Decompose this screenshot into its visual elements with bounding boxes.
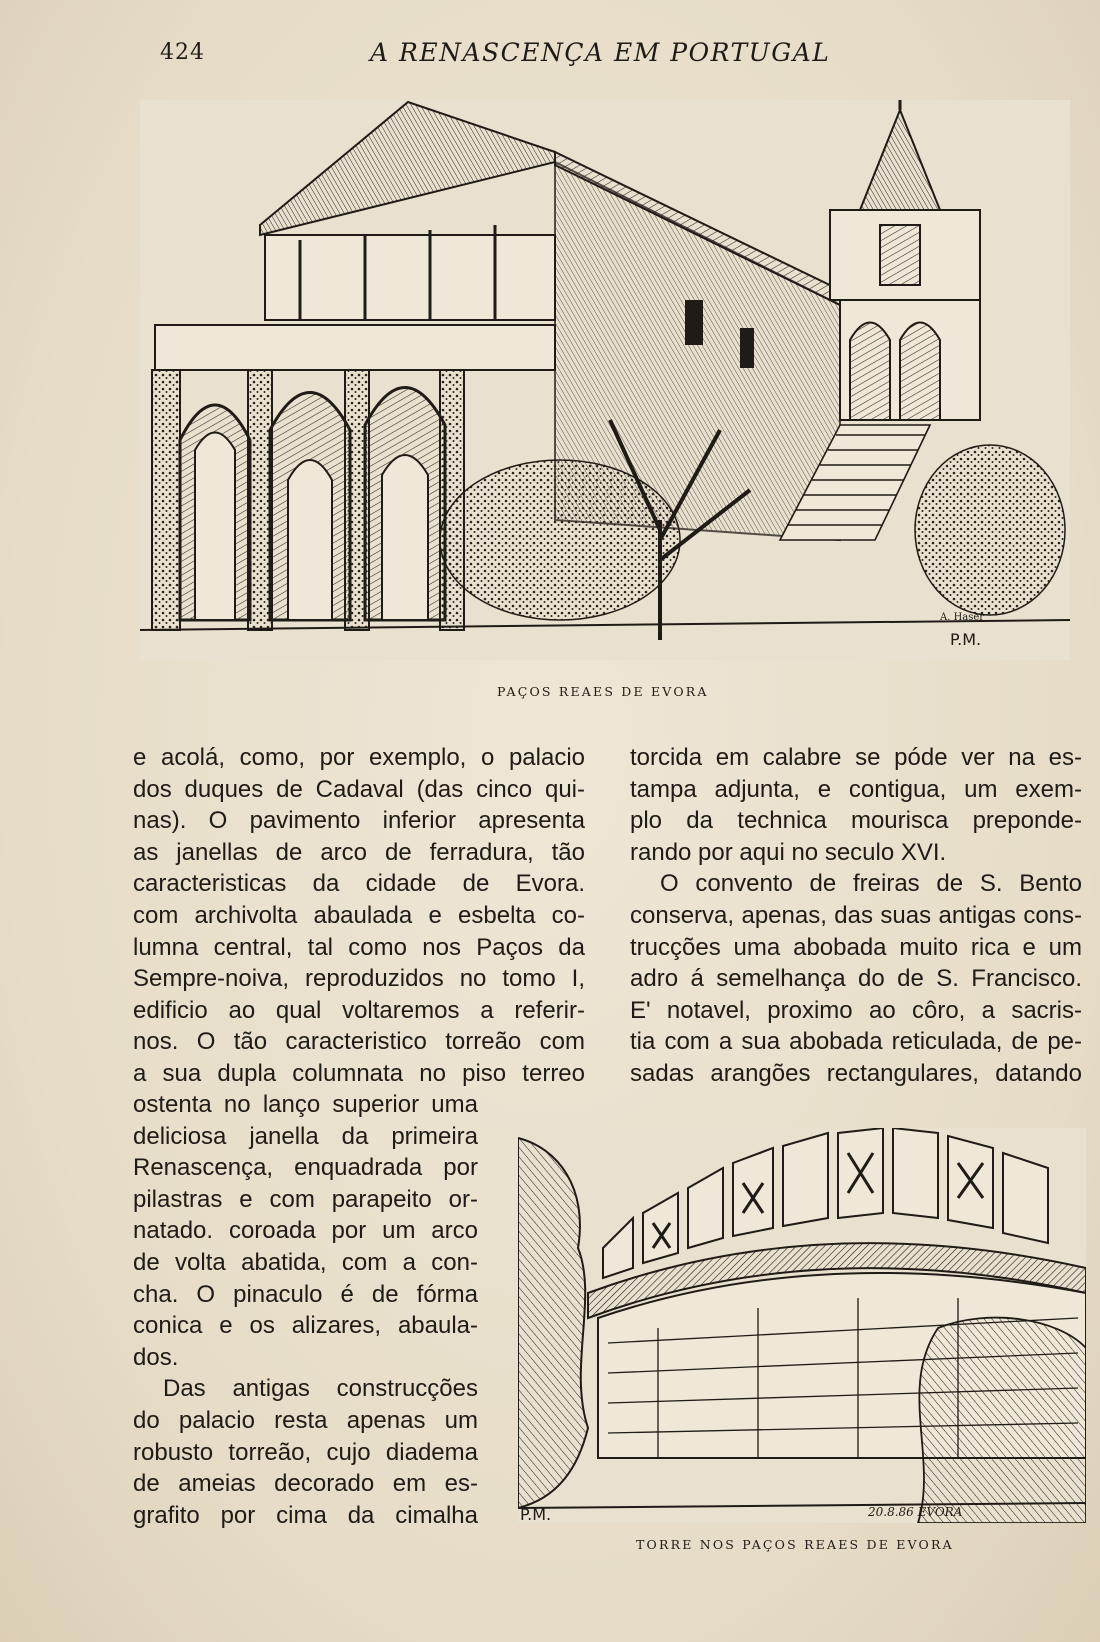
tower-illustration	[518, 1128, 1086, 1523]
text-line: cha. O pinaculo é de fórma	[133, 1280, 478, 1308]
text-line: adro á semelhança do de S. Francisco.	[630, 965, 1082, 993]
text-line: caracteristicas da cidade de Evora.	[133, 870, 585, 898]
text-line: lumna central, tal como nos Paços da	[133, 933, 585, 961]
running-title: A RENASCENÇA EM PORTUGAL	[370, 38, 831, 67]
palace-illustration	[140, 100, 1070, 660]
text-line: E' notavel, proximo ao côro, a sacris-	[630, 996, 1082, 1024]
text-line: de ameias decorado em es-	[133, 1470, 478, 1498]
text-line: e acolá, como, por exemplo, o palacio	[133, 744, 585, 771]
text-line: Das antigas construcções	[163, 1375, 478, 1403]
text-line: grafito por cima da cimalha	[133, 1501, 478, 1529]
text-line: tia com a sua abobada reticulada, de pe-	[630, 1028, 1082, 1056]
text-line: do palacio resta apenas um	[133, 1406, 478, 1434]
text-line: Sempre-noiva, reproduzidos no tomo I,	[133, 965, 585, 993]
figure-signature: P.M.	[950, 630, 982, 649]
right-column	[630, 742, 1082, 1090]
text-line: O convento de freiras de S. Bento	[660, 870, 1082, 898]
text-line: deliciosa janella da primeira	[133, 1122, 478, 1150]
figure-annotation: 20.8.86 EVORA	[868, 1505, 963, 1519]
tower-drawing	[518, 1128, 1086, 1523]
text-line: torcida em calabre se póde ver na es-	[630, 744, 1082, 771]
text-line: natado. coroada por um arco	[133, 1217, 478, 1245]
text-line: robusto torreão, cujo diadema	[133, 1438, 478, 1466]
text-line: trucções uma abobada muito rica e um	[630, 933, 1082, 961]
figure-caption: TORRE NOS PAÇOS REAES DE EVORA	[636, 1537, 954, 1552]
left-column-narrow	[133, 1089, 478, 1531]
text-line: conica e os alizares, abaula-	[133, 1312, 478, 1340]
text-line: ostenta no lanço superior uma	[133, 1091, 478, 1118]
text-line: a sua dupla columnata no piso terreo	[133, 1059, 585, 1087]
text-line: dos duques de Cadaval (das cinco qui-	[133, 775, 585, 803]
text-line: as janellas de arco de ferradura, tão	[133, 838, 585, 866]
text-line: Renascença, enquadrada por	[133, 1154, 478, 1182]
text-line: nas). O pavimento inferior apresenta	[133, 807, 585, 835]
palace-drawing	[140, 100, 1070, 660]
running-head	[0, 36, 1100, 76]
page-number: 424	[160, 40, 205, 65]
text-line: de volta abatida, com a con-	[133, 1248, 478, 1276]
text-line: pilastras e com parapeito or-	[133, 1185, 478, 1213]
text-line: tampa adjunta, e contigua, um exem-	[630, 775, 1082, 803]
text-line: nos. O tão caracteristico torreão com	[133, 1028, 585, 1056]
figure-signature: P.M.	[520, 1505, 552, 1523]
figure-caption: PAÇOS REAES DE EVORA	[497, 684, 709, 699]
text-line: rando por aqui no seculo XVI.	[630, 838, 947, 866]
text-line: sadas arangões rectangulares, datando	[630, 1059, 1082, 1087]
text-line: com archivolta abaulada e esbelta co-	[133, 901, 585, 929]
text-line: dos.	[133, 1343, 179, 1371]
text-line: plo da technica mourisca preponde-	[630, 807, 1082, 835]
left-column	[133, 742, 585, 1090]
artist-mark: A. Haser	[940, 612, 985, 623]
text-line: edificio ao qual voltaremos a referir-	[133, 996, 585, 1024]
text-line: conserva, apenas, das suas antigas cons-	[630, 901, 1082, 929]
